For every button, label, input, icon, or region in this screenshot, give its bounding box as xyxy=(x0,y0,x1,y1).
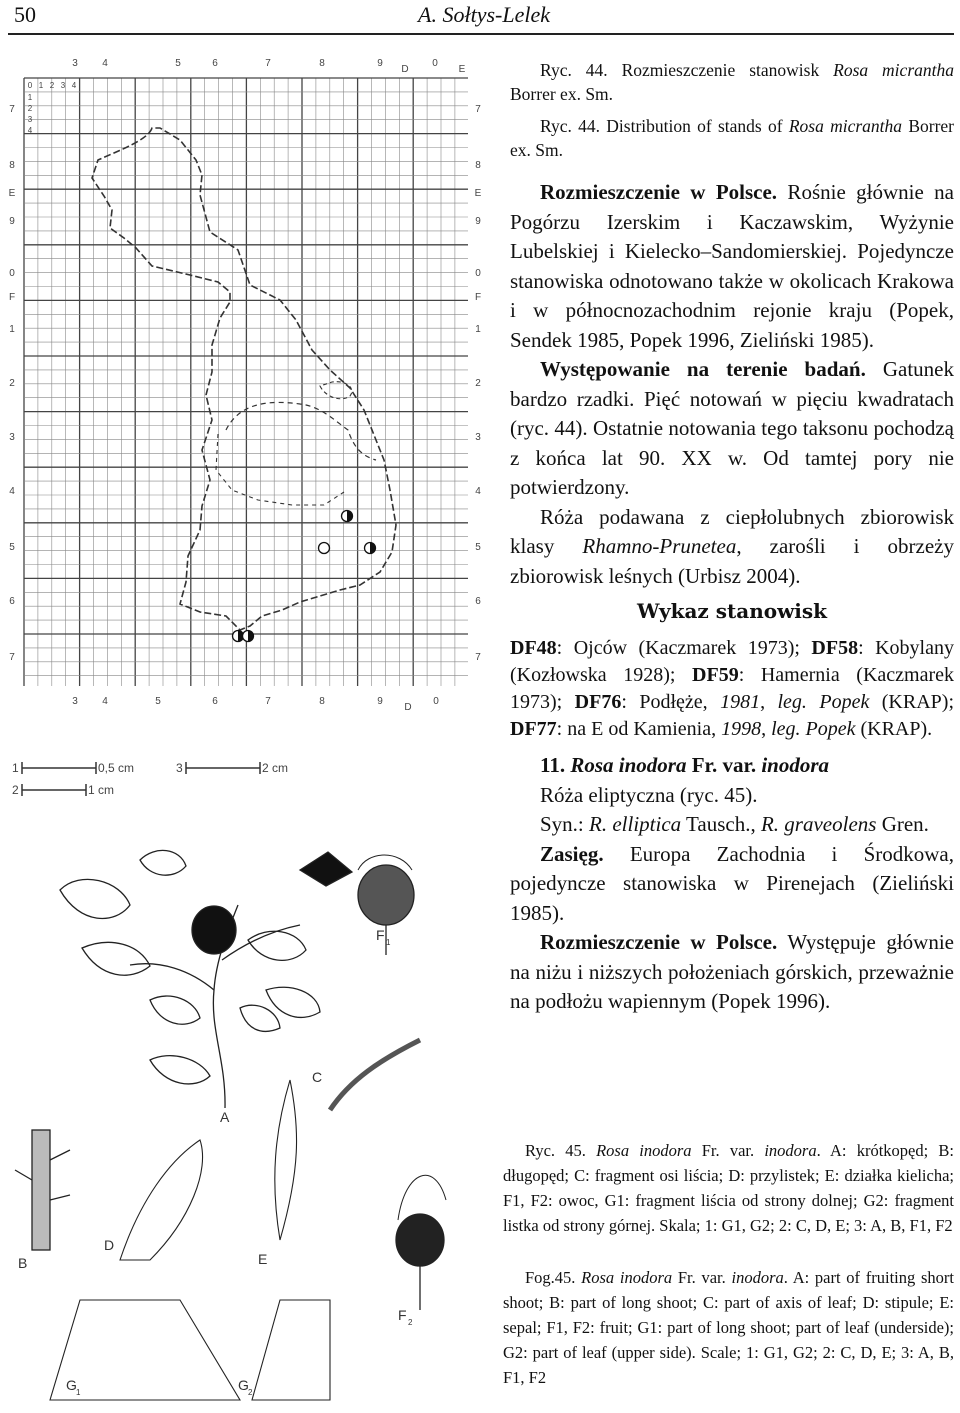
scale-3-index: 3 xyxy=(176,761,183,775)
col-label-bottom: D xyxy=(404,702,412,713)
locality-text: : Hamernia (Kaczmarek 1973); xyxy=(510,664,955,713)
localities-heading: Wykaz stanowisk xyxy=(636,599,828,623)
grid-code: DF48 xyxy=(510,637,557,659)
species-heading xyxy=(510,751,954,781)
fruit-f2 xyxy=(396,1214,444,1266)
row-label-left: 4 xyxy=(9,486,15,497)
paragraph-text: , zarośli i obrzeży zbiorowisk leśnych (Urbisz 2004). xyxy=(510,534,954,588)
col-label-bottom: 7 xyxy=(265,696,271,707)
page-number: 50 xyxy=(14,2,36,27)
row-label-right: 5 xyxy=(475,542,481,553)
row-label-left: 2 xyxy=(9,378,15,389)
col-label-top: D xyxy=(401,64,409,75)
row-label-left: 3 xyxy=(9,432,15,443)
caption-species: Rosa inodora xyxy=(581,1268,673,1287)
row-label-left: 6 xyxy=(9,596,15,607)
section-heading: Rozmieszczenie w Polsce. xyxy=(540,930,778,954)
grid-code: DF77 xyxy=(510,718,557,740)
locality-year: 1998 xyxy=(721,718,762,740)
locality-collector: leg. Popek xyxy=(777,691,870,713)
col-label-top: E xyxy=(458,64,466,75)
row-label-right: 7 xyxy=(475,104,481,115)
section-heading: Występowanie na terenie badań. xyxy=(540,357,866,381)
section-heading: Rozmieszczenie w Polsce. xyxy=(540,180,778,204)
leaf-fragment-g1 xyxy=(50,1300,240,1400)
caption-text: Ryc. 44. Distribution of stands of xyxy=(540,116,789,136)
row-label-left: E xyxy=(8,188,16,199)
label-g2-sub: 2 xyxy=(248,1388,253,1397)
row-label-right: 0 xyxy=(475,268,481,279)
leaf xyxy=(150,996,200,1024)
sub-col-label: 1 xyxy=(38,81,44,90)
row-label-right: 8 xyxy=(475,160,481,171)
species-name: Rosa inodora xyxy=(570,753,687,777)
row-label-right: F xyxy=(474,292,482,303)
occurrence-open xyxy=(319,543,330,554)
occurrence-symbols xyxy=(233,511,376,642)
col-label-top: 3 xyxy=(72,58,78,69)
species-common-name: Róża eliptyczna (ryc. 45). xyxy=(540,782,758,807)
caption-variety: inodora xyxy=(731,1268,784,1287)
caption-text: Ryc. 44. Rozmieszczenie stanowisk xyxy=(540,60,834,80)
label-d: D xyxy=(104,1237,115,1253)
fruit-f1 xyxy=(358,865,414,925)
locality-text: : Ojców (Kaczmarek 1973); xyxy=(556,637,812,659)
caption-text: Fog.45. xyxy=(525,1268,582,1287)
leaf-fragment-g2 xyxy=(252,1300,330,1400)
syntaxon-name: Rhamno-Prunetea xyxy=(582,534,737,558)
sepal-f2 xyxy=(398,1175,446,1220)
sub-row-label: 4 xyxy=(27,126,33,135)
col-label-bottom: 3 xyxy=(72,696,78,707)
leaf xyxy=(248,931,306,960)
species-synonyms xyxy=(510,810,954,840)
branch xyxy=(130,964,214,990)
caption-text: Ryc. 45. xyxy=(525,1141,597,1160)
grid-code: DF76 xyxy=(574,691,622,713)
caption-text: Fr. var. xyxy=(672,1268,732,1287)
leaf xyxy=(240,1005,280,1031)
scale-2-index: 2 xyxy=(12,783,19,797)
caption-species: Rosa inodora xyxy=(596,1141,692,1160)
locality-year: 1981 xyxy=(720,691,761,713)
label-g1: G xyxy=(66,1377,77,1393)
col-label-bottom: 6 xyxy=(212,696,218,707)
col-label-top: 4 xyxy=(102,58,108,69)
long-shoot-b xyxy=(32,1130,50,1250)
leaf-axis-c xyxy=(330,1040,420,1110)
caption-variety: inodora xyxy=(764,1141,817,1160)
scale-2-label: 1 cm xyxy=(88,783,115,797)
scale-3-label: 2 cm xyxy=(262,761,289,775)
scale-1-index: 1 xyxy=(12,761,19,775)
locality-text: , xyxy=(760,691,778,713)
fig44-caption-en xyxy=(510,114,954,162)
scale-bars xyxy=(12,761,288,797)
label-c: C xyxy=(312,1069,323,1085)
header-rule xyxy=(8,33,954,35)
caption-species: Rosa micrantha xyxy=(833,60,954,80)
col-label-top: 7 xyxy=(265,58,271,69)
rosa-inodora-illustration xyxy=(0,820,500,1413)
paragraph-text: Europa Zachodnia i Środkowa, pojedyncze stanowiska w Pirenejach (Zieliński 1985). xyxy=(510,841,954,925)
col-label-bottom: 4 xyxy=(102,696,108,707)
paragraph-range xyxy=(510,840,954,929)
row-label-right: 3 xyxy=(475,432,481,443)
label-g1-sub: 1 xyxy=(76,1388,81,1397)
distribution-map xyxy=(0,44,500,804)
map-grid xyxy=(24,78,468,686)
sepal-e xyxy=(275,1080,297,1240)
col-label-bottom: 9 xyxy=(377,696,383,707)
row-label-right: 6 xyxy=(475,596,481,607)
col-label-top: 5 xyxy=(175,58,181,69)
scale-1-label: 0,5 cm xyxy=(98,761,135,775)
label-f1-sub: 1 xyxy=(386,938,391,947)
fig45-caption-en xyxy=(503,1265,954,1390)
caption-text: . A: part of fruiting short shoot; B: part of long shoot; C: part of axis of leaf; D: stipule; E: sepal; F1, F2: fruit; G1: part of long shoot; part of leaf (underside); G2: part of leaf (upper side). Scale; 1: G1, G2; 2: C, D, E; 3: A, B, F1, F2 xyxy=(503,1268,954,1387)
label-f2: F xyxy=(398,1307,407,1323)
grid-code: DF59 xyxy=(692,664,739,686)
caption-species: Rosa micrantha xyxy=(788,116,903,136)
text-column xyxy=(510,58,954,1017)
fig44-caption-pl xyxy=(510,58,954,106)
sub-col-label: 2 xyxy=(49,81,55,90)
col-label-bottom: 5 xyxy=(155,696,161,707)
fig45-caption-pl xyxy=(503,1138,954,1238)
species-author: Fr. var. xyxy=(686,753,762,777)
locality-text: (KRAP). xyxy=(855,718,933,740)
row-label-left: 1 xyxy=(9,324,15,335)
sub-row-label: 3 xyxy=(27,115,33,124)
synonym-text: Tausch., xyxy=(681,812,761,836)
locality-text: : Podłęże, xyxy=(621,691,721,713)
row-label-left: 7 xyxy=(9,652,15,663)
row-label-right: E xyxy=(474,188,482,199)
locality-collector: leg. Popek xyxy=(771,718,856,740)
row-label-left: 5 xyxy=(9,542,15,553)
leaf xyxy=(266,987,320,1017)
col-label-top: 9 xyxy=(377,58,383,69)
col-label-top: 0 xyxy=(432,58,438,69)
species-number: 11. xyxy=(540,753,571,777)
label-f2-sub: 2 xyxy=(408,1318,413,1327)
paragraph-text: Występuje głównie na niżu i niższych położeniach górskich, przeważnie na podłożu wapiennym (Popek 1996). xyxy=(510,930,954,1013)
row-label-left: F xyxy=(8,292,16,303)
caption-text: Fr. var. xyxy=(691,1141,765,1160)
row-label-right: 9 xyxy=(475,216,481,227)
col-label-top: 6 xyxy=(212,58,218,69)
paragraph-distribution-poland xyxy=(510,178,954,355)
col-label-bottom: 0 xyxy=(433,696,439,707)
row-label-left: 9 xyxy=(9,216,15,227)
small-loop xyxy=(320,382,352,399)
label-a: A xyxy=(220,1109,230,1125)
row-label-left: 7 xyxy=(9,104,15,115)
paragraph-text: Rośnie głównie na Pogórzu Izerskim i Kaczawskim, Wyżynie Lubelskiej i Kielecko–Sandomierskiej. Pojedyncze stanowiska odnotowano także w okolicach Krakowa i w północnozachodnim rejonie kraju (Popek, Sendek 1985, Popek 1996, Zieliński 1985). xyxy=(510,180,954,352)
paragraph-text: Róża podawana z ciepłolubnych zbiorowisk klasy xyxy=(510,504,954,558)
sub-col-label: 0 xyxy=(27,81,33,90)
fruit-hip xyxy=(192,906,236,954)
localities-list xyxy=(510,635,954,743)
locality-text: : Kobylany (Kozłowska 1928); xyxy=(510,637,954,686)
locality-text: , xyxy=(761,718,772,740)
locality-text: : na E od Kamienia, xyxy=(556,718,722,740)
paragraph-distribution-poland-2 xyxy=(510,928,954,1017)
sub-row-label: 1 xyxy=(27,93,33,102)
caption-text: Borrer ex. Sm. xyxy=(510,84,614,104)
row-label-left: 8 xyxy=(9,160,15,171)
label-e: E xyxy=(258,1251,268,1267)
synonym-text: Syn.: xyxy=(540,812,590,836)
paragraph-occurrence xyxy=(510,355,954,503)
row-label-right: 4 xyxy=(475,486,481,497)
leaf xyxy=(150,1056,210,1084)
synonym-name: R. elliptica xyxy=(589,812,682,836)
sub-col-label: 3 xyxy=(60,81,66,90)
sub-col-label: 4 xyxy=(71,81,77,90)
leaf xyxy=(140,850,186,875)
label-b: B xyxy=(18,1255,28,1271)
label-g2: G xyxy=(238,1377,249,1393)
grid-code: DF58 xyxy=(811,637,859,659)
label-f1: F xyxy=(376,927,385,943)
caption-text: Borrer ex. Sm. xyxy=(510,116,954,160)
stipule-d xyxy=(120,1140,203,1260)
detail-inset xyxy=(300,852,352,886)
drawing-labels xyxy=(18,927,413,1397)
synonym-name: R. graveolens xyxy=(760,812,877,836)
page-header xyxy=(0,0,960,34)
sub-row-label: 2 xyxy=(27,104,33,113)
running-author: A. Sołtys-Lelek xyxy=(418,2,550,27)
row-label-right: 2 xyxy=(475,378,481,389)
leaf xyxy=(82,942,150,975)
row-label-left: 0 xyxy=(9,268,15,279)
row-label-right: 1 xyxy=(475,324,481,335)
leaf xyxy=(60,879,130,918)
locality-text: (KRAP); xyxy=(869,691,955,713)
inner-boundary-2 xyxy=(216,434,344,505)
paragraph-text: Gatunek bardzo rzadki. Pięć notowań w pięciu kwadratach (ryc. 44). Ostatnie notowania tego taksonu pochodzą z końca lat 90. XX w. Od tamtej pory nie potwierdzony. xyxy=(510,357,954,499)
species-variety: inodora xyxy=(761,753,830,777)
row-label-right: 7 xyxy=(475,652,481,663)
paragraph-habitat xyxy=(510,503,954,592)
synonym-text: Gren. xyxy=(876,812,929,836)
caption-text: . A: krótkopęd; B: długopęd; C: fragment osi liścia; D: przylistek; E: działka kielicha; F1, F2: owoc, G1: fragment liścia od strony dolnej; G2: fragment listka od strony górnej. Skala; 1: G1, G2; 2: C, D, E; 3: A, B, F1, F2 xyxy=(503,1141,954,1235)
section-heading: Zasięg. xyxy=(540,841,604,866)
col-label-top: 8 xyxy=(319,58,325,69)
col-label-bottom: 8 xyxy=(319,696,325,707)
